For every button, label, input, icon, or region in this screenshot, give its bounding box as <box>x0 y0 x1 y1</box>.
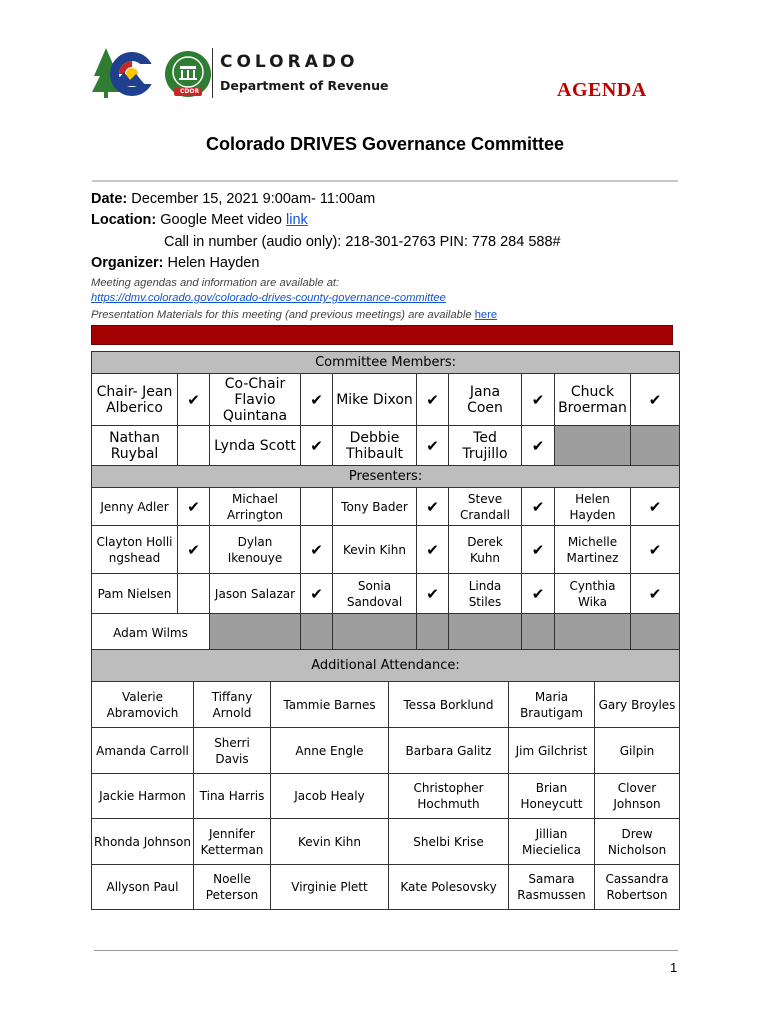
member-name: Nathan Ruybal <box>92 426 178 466</box>
title-rule <box>92 180 678 182</box>
member-name: Ted Trujillo <box>449 426 522 466</box>
presenter-name: Cynthia Wika <box>555 574 631 614</box>
presenter-name: Helen Hayden <box>555 488 631 526</box>
attendee-name: Jim Gilchrist <box>509 728 595 774</box>
agenda-label: AGENDA <box>557 79 647 101</box>
empty-cell <box>301 614 333 652</box>
attendance-check: ✔ <box>631 488 680 526</box>
attendee-name: Tiffany Arnold <box>194 682 271 728</box>
attendance-check: ✔ <box>522 574 555 614</box>
agendas-note: Meeting agendas and information are available at: <box>91 277 340 289</box>
attendance-check: ✔ <box>417 488 449 526</box>
attendee-name: Cassandra Robertson <box>595 865 680 910</box>
presenter-name: Michael Arrington <box>210 488 301 526</box>
materials-note <box>91 309 497 321</box>
member-name: Mike Dixon <box>333 374 417 426</box>
attendance-check: ✔ <box>417 426 449 466</box>
document-title: Colorado DRIVES Governance Committee <box>205 134 565 154</box>
member-name: Jana Coen <box>449 374 522 426</box>
date-value: December 15, 2021 9:00am- 11:00am <box>131 191 376 207</box>
attendance-check: ✔ <box>631 526 680 574</box>
attendance-check <box>178 426 210 466</box>
committee-header: Committee Members: <box>92 352 680 374</box>
attendee-name: Anne Engle <box>271 728 389 774</box>
member-name: Lynda Scott <box>210 426 301 466</box>
page-number: 1 <box>670 960 678 975</box>
attendance-check: ✔ <box>631 374 680 426</box>
footer-rule <box>94 950 678 951</box>
materials-text: Presentation Materials for this meeting (and previous meetings) are available <box>91 309 472 321</box>
empty-cell <box>417 614 449 652</box>
attendance-check: ✔ <box>301 526 333 574</box>
attendee-name: Brian Honeycutt <box>509 774 595 819</box>
attendance-check: ✔ <box>417 574 449 614</box>
empty-cell <box>210 614 301 652</box>
location-line <box>91 212 308 228</box>
attendee-name: Drew Nicholson <box>595 819 680 865</box>
attendance-check: ✔ <box>417 526 449 574</box>
attendee-name: Shelbi Krise <box>389 819 509 865</box>
attendee-name: Sherri Davis <box>194 728 271 774</box>
attendee-name: Kevin Kihn <box>271 819 389 865</box>
attendee-name: Jacob Healy <box>271 774 389 819</box>
organizer-line <box>91 255 259 271</box>
member-name: Chair- Jean Alberico <box>92 374 178 426</box>
member-name: Chuck Broerman <box>555 374 631 426</box>
attendee-name: Jackie Harmon <box>92 774 194 819</box>
attendance-check: ✔ <box>417 374 449 426</box>
presenter-name: Michelle Martinez <box>555 526 631 574</box>
brand-name: COLORADO <box>220 52 359 72</box>
attendee-name: Allyson Paul <box>92 865 194 910</box>
attendee-name: Virginie Plett <box>271 865 389 910</box>
committee-table <box>91 351 680 652</box>
empty-cell <box>333 614 417 652</box>
attendance-check: ✔ <box>301 574 333 614</box>
logo-divider <box>212 48 213 98</box>
attendee-name: Valerie Abramovich <box>92 682 194 728</box>
member-name: Debbie Thibault <box>333 426 417 466</box>
section-divider-bar <box>91 325 673 345</box>
attendee-name: Gary Broyles <box>595 682 680 728</box>
member-name: Co-Chair Flavio Quintana <box>210 374 301 426</box>
empty-cell <box>631 614 680 652</box>
empty-cell <box>555 614 631 652</box>
presenter-name: Jason Salazar <box>210 574 301 614</box>
presenter-name: Clayton Hollingshead <box>92 526 178 574</box>
attendance-check: ✔ <box>301 374 333 426</box>
presenter-name: Jenny Adler <box>92 488 178 526</box>
attendee-name: Tessa Borklund <box>389 682 509 728</box>
date-line <box>91 191 375 207</box>
presenter-name: Derek Kuhn <box>449 526 522 574</box>
location-label: Location: <box>91 212 157 228</box>
attendee-name: Samara Rasmussen <box>509 865 595 910</box>
attendance-check: ✔ <box>301 426 333 466</box>
attendee-name: Christopher Hochmuth <box>389 774 509 819</box>
date-label: Date: <box>91 191 128 207</box>
presenter-name: Linda Stiles <box>449 574 522 614</box>
organizer-label: Organizer: <box>91 255 164 271</box>
attendee-name: Barbara Galitz <box>389 728 509 774</box>
attendance-check: ✔ <box>522 526 555 574</box>
attendee-name: Jennifer Ketterman <box>194 819 271 865</box>
attendee-name: Rhonda Johnson <box>92 819 194 865</box>
attendance-check <box>301 488 333 526</box>
attendee-name: Noelle Peterson <box>194 865 271 910</box>
attendee-name: Maria Brautigam <box>509 682 595 728</box>
attendee-name: Amanda Carroll <box>92 728 194 774</box>
video-link[interactable]: link <box>286 212 308 228</box>
presenter-name: Tony Bader <box>333 488 417 526</box>
attendance-header: Additional Attendance: <box>92 650 680 682</box>
attendee-name: Tammie Barnes <box>271 682 389 728</box>
attendance-check: ✔ <box>178 374 210 426</box>
organizer-value: Helen Hayden <box>167 255 260 271</box>
agendas-url-link[interactable]: https://dmv.colorado.gov/colorado-drives-county-governance-committee <box>91 292 446 304</box>
attendee-name: Jillian Miecielica <box>509 819 595 865</box>
attendance-check: ✔ <box>522 374 555 426</box>
brand-department: Department of Revenue <box>220 78 389 93</box>
presenters-header: Presenters: <box>92 466 680 488</box>
attendance-check: ✔ <box>522 426 555 466</box>
presenter-name: Steve Crandall <box>449 488 522 526</box>
call-in-line: Call in number (audio only): 218-301-2763 PIN: 778 284 588# <box>164 234 561 250</box>
attendee-name: Kate Polesovsky <box>389 865 509 910</box>
attendance-check: ✔ <box>178 526 210 574</box>
additional-attendance-table <box>91 649 680 910</box>
empty-cell <box>522 614 555 652</box>
empty-cell <box>631 426 680 466</box>
attendance-check: ✔ <box>631 574 680 614</box>
attendance-check: ✔ <box>522 488 555 526</box>
attendance-check: ✔ <box>178 488 210 526</box>
attendee-name: Tina Harris <box>194 774 271 819</box>
location-value: Google Meet video <box>160 212 282 228</box>
presenter-name: Kevin Kihn <box>333 526 417 574</box>
attendee-name: Gilpin <box>595 728 680 774</box>
materials-here-link[interactable]: here <box>474 309 498 321</box>
presenter-name: Dylan Ikenouye <box>210 526 301 574</box>
presenter-name: Pam Nielsen <box>92 574 178 614</box>
empty-cell <box>449 614 522 652</box>
presenter-name: Sonia Sandoval <box>333 574 417 614</box>
attendance-check <box>178 574 210 614</box>
presenter-name: Adam Wilms <box>92 614 210 652</box>
attendee-name: Clover Johnson <box>595 774 680 819</box>
logo-badge-text: CDOR <box>180 88 200 95</box>
empty-cell <box>555 426 631 466</box>
